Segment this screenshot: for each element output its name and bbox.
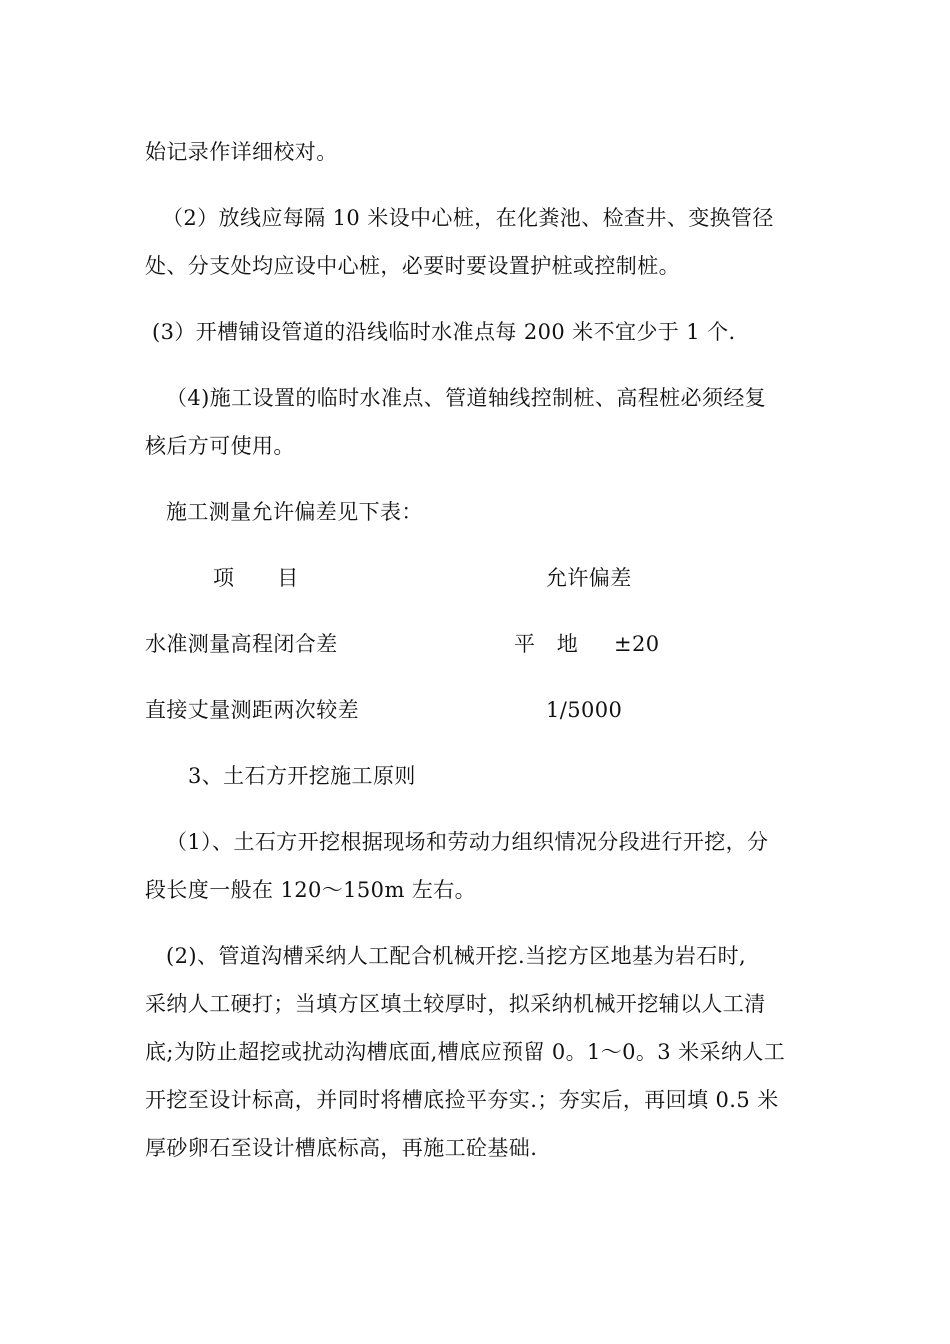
paragraph-line: (3）开槽铺设管道的沿线临时水准点每 200 米不宜少于 1 个.	[152, 320, 736, 344]
table-cell-condition: 平 地	[514, 632, 579, 656]
paragraph-line: 采纳人工硬打；当填方区填土较厚时，拟采纳机械开挖辅以人工清	[145, 992, 766, 1016]
paragraph-line: 段长度一般在 120～150m 左右。	[145, 878, 477, 902]
section-heading: 3、土石方开挖施工原则	[188, 764, 416, 788]
paragraph-line: 核后方可使用。	[145, 434, 295, 458]
paragraph-line: 厚砂卵石至设计槽底标高，再施工砼基础.	[145, 1136, 538, 1160]
table-cell-item: 水准测量高程闭合差	[145, 632, 338, 656]
table-cell-tolerance: ±20	[614, 632, 660, 656]
table-intro: 施工测量允许偏差见下表：	[166, 500, 423, 524]
paragraph-line: (2)、管道沟槽采纳人工配合机械开挖.当挖方区地基为岩石时,	[166, 944, 747, 968]
paragraph-line: 底;为防止超挖或扰动沟槽底面,槽底应预留 0。1～0。3 米采纳人工	[145, 1040, 786, 1064]
table-header-tolerance: 允许偏差	[546, 566, 632, 590]
paragraph-line: 始记录作详细校对。	[145, 140, 338, 164]
paragraph-line: （4)施工设置的临时水准点、管道轴线控制桩、高程桩必须经复	[166, 386, 767, 410]
table-cell-item: 直接丈量测距两次较差	[145, 698, 359, 722]
table-header-item: 项 目	[213, 566, 299, 590]
table-cell-tolerance: 1/5000	[546, 698, 623, 722]
paragraph-line: 开挖至设计标高，并同时将槽底捡平夯实.；夯实后，再回填 0.5 米	[145, 1088, 779, 1112]
paragraph-line: （1）、土石方开挖根据现场和劳动力组织情况分段进行开挖，分	[166, 830, 769, 854]
paragraph-line: 处、分支处均应设中心桩，必要时要设置护桩或控制桩。	[145, 254, 680, 278]
paragraph-line: （2）放线应每隔 10 米设中心桩，在化粪池、检查井、变换管径	[162, 206, 774, 230]
